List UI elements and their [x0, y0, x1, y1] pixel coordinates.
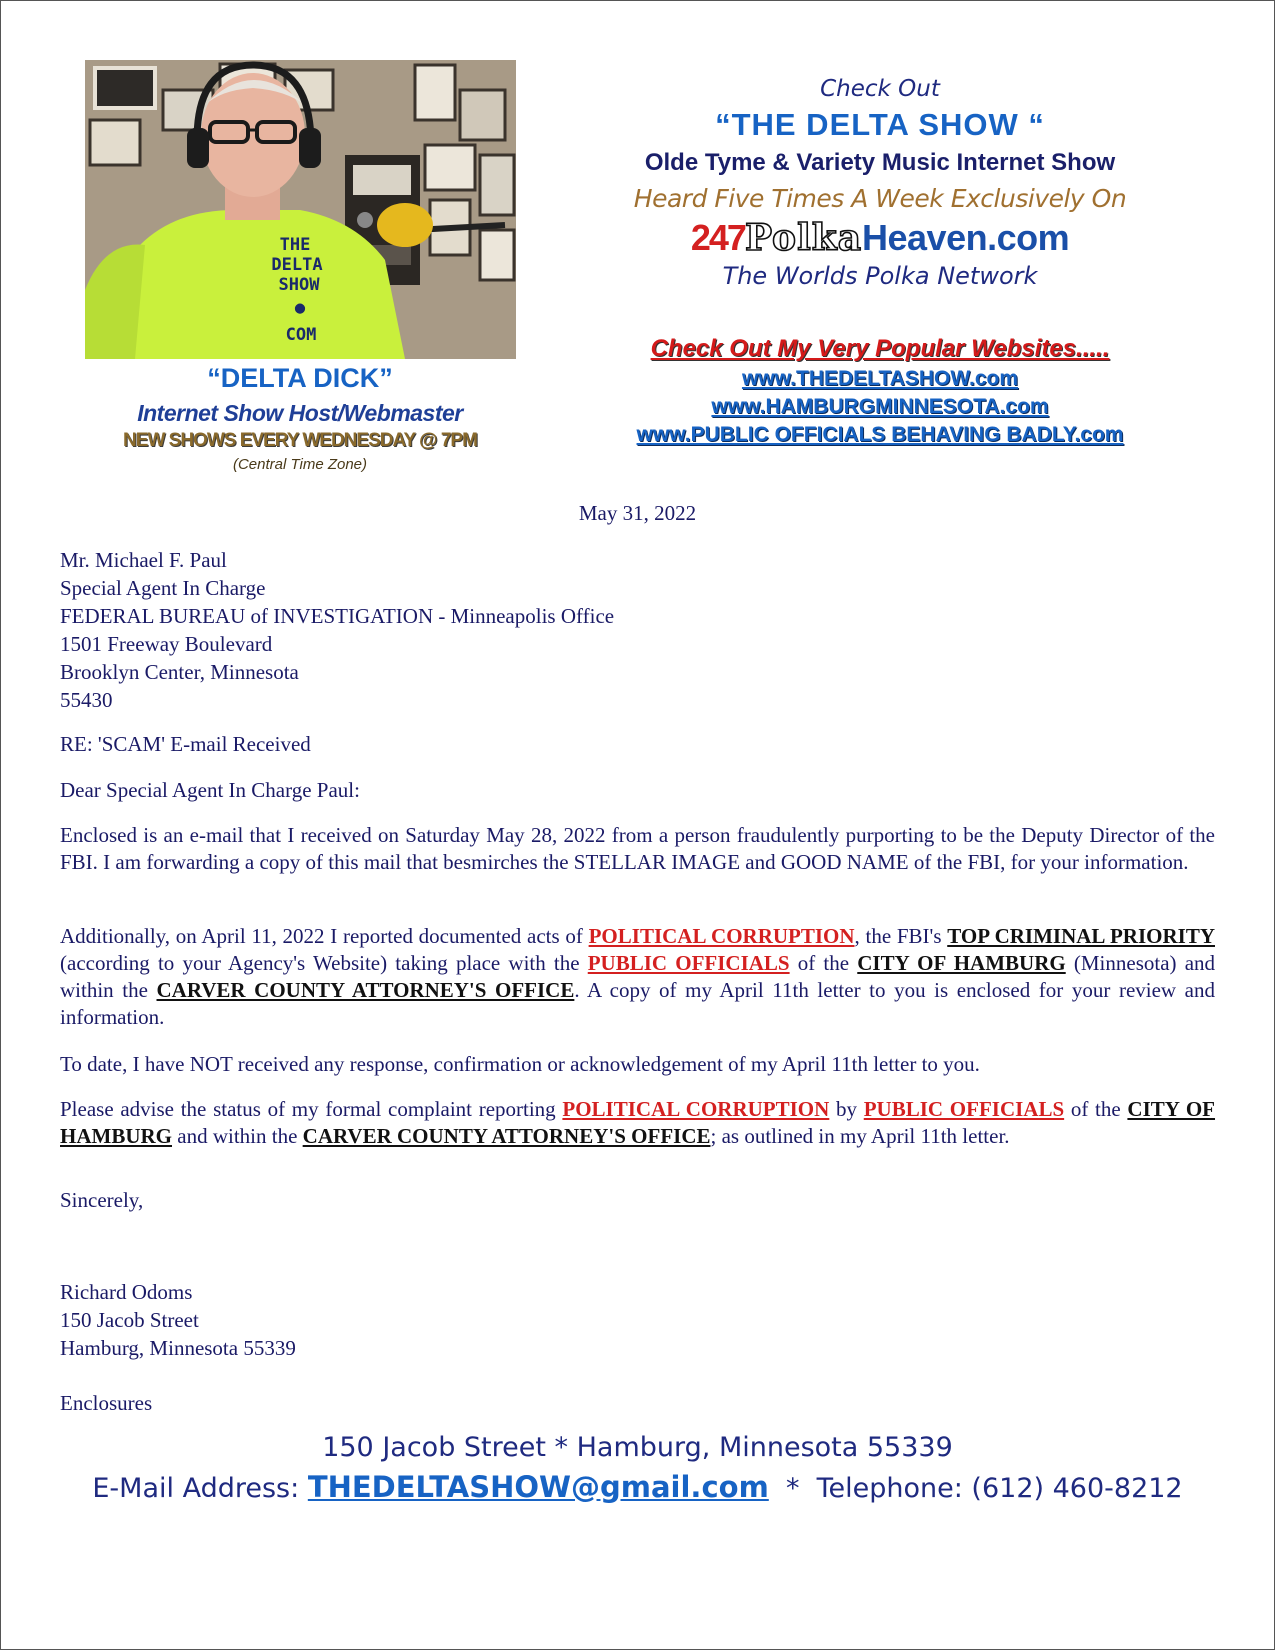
highlight-public-officials: PUBLIC OFFICIALS — [863, 1097, 1065, 1121]
recipient-line: Mr. Michael F. Paul — [60, 548, 227, 572]
p2-text: (according to your Agency's Website) taking place with the — [60, 951, 588, 975]
footer-email-link[interactable]: THEDELTASHOW@gmail.com — [307, 1470, 769, 1504]
footer-phone: * Telephone: (612) 460-8212 — [768, 1473, 1183, 1504]
recipient-line: Special Agent In Charge — [60, 576, 266, 600]
logo-polka: Polka — [744, 217, 863, 259]
check-out-heading: Check Out — [820, 76, 940, 102]
signature-line: 150 Jacob Street — [60, 1308, 199, 1332]
highlight-political-corruption: POLITICAL CORRUPTION — [588, 924, 855, 948]
footer-contact — [0, 1470, 1275, 1504]
network-tagline: The Worlds Polka Network — [722, 262, 1038, 290]
highlight-political-corruption: POLITICAL CORRUPTION — [562, 1097, 830, 1121]
closing: Sincerely, — [60, 1188, 144, 1212]
logo-247: 247 — [690, 217, 745, 258]
website-link-thedeltashow[interactable]: www.THEDELTASHOW.com — [741, 367, 1019, 390]
highlight-city-of-hamburg: CITY OF HAMBURG — [857, 951, 1066, 975]
show-title: “THE DELTA SHOW “ — [715, 107, 1045, 142]
shirt-line-3: SHOW — [278, 275, 320, 295]
show-schedule: NEW SHOWS EVERY WEDNESDAY @ 7PM — [123, 430, 477, 451]
websites-heading: Check Out My Very Popular Websites..... — [650, 335, 1110, 362]
timezone-note: (Central Time Zone) — [232, 456, 368, 473]
p2-text: (Minnesota) and within the — [60, 951, 1216, 1002]
host-photo — [85, 60, 516, 359]
host-role: Internet Show Host/Webmaster — [137, 400, 463, 426]
signature-line: Hamburg, Minnesota 55339 — [60, 1336, 296, 1360]
footer-email-label: E-Mail Address: — [92, 1473, 308, 1504]
p2-text: of the — [789, 951, 858, 975]
p2-text: Additionally, on April 11, 2022 I reported documented acts of — [60, 924, 589, 948]
enclosures-note: Enclosures — [60, 1391, 153, 1415]
website-link-public-officials[interactable]: www.PUBLIC OFFICIALS BEHAVING BADLY.com — [636, 423, 1124, 446]
p2-text: , the FBI's — [854, 924, 948, 948]
show-description: Olde Tyme & Variety Music Internet Show — [644, 149, 1116, 176]
p2-text: . A copy of my April 11th letter to you is enclosed for your review and information. — [60, 978, 1216, 1029]
shirt-line-2: DELTA — [271, 255, 323, 275]
signature-block — [60, 1279, 1215, 1363]
website-link-hamburgminnesota[interactable]: www.HAMBURGMINNESOTA.com — [711, 395, 1049, 418]
paragraph-1: Enclosed is an e-mail that I received on Saturday May 28, 2022 from a person fraudulently purporting to be the Deputy Director of the FBI. I am forwarding a copy of this mail that besmirches the STELLAR IMAGE and GOOD NAME of the FBI, for your information. — [60, 823, 1215, 874]
recipient-line: 1501 Freeway Boulevard — [60, 632, 273, 656]
highlight-carver-county: CARVER COUNTY ATTORNEY'S OFFICE — [302, 1124, 711, 1148]
p4-text: and within the — [172, 1124, 303, 1148]
highlight-carver-county: CARVER COUNTY ATTORNEY'S OFFICE — [156, 978, 575, 1002]
highlight-top-criminal-priority: TOP CRIMINAL PRIORITY — [947, 924, 1215, 948]
signature-line: Richard Odoms — [60, 1280, 193, 1304]
recipient-address — [60, 547, 1215, 715]
salutation: Dear Special Agent In Charge Paul: — [60, 778, 360, 802]
recipient-line: FEDERAL BUREAU of INVESTIGATION - Minneapolis Office — [60, 604, 615, 628]
paragraph-4 — [60, 1096, 1215, 1150]
p4-text: Please advise the status of my formal complaint reporting — [60, 1097, 563, 1121]
re-line: RE: 'SCAM' E-mail Received — [60, 732, 311, 756]
paragraph-2 — [60, 923, 1215, 1031]
recipient-line: Brooklyn Center, Minnesota — [60, 660, 299, 684]
shirt-line-4: ● — [294, 298, 306, 318]
host-name: “DELTA DICK” — [207, 363, 393, 393]
shirt-line-5: COM — [285, 325, 317, 345]
shirt-line-1: THE — [279, 235, 311, 255]
p4-text: ; as outlined in my April 11th letter. — [710, 1124, 1010, 1148]
p4-text: by — [829, 1097, 864, 1121]
polka-heaven-logo — [575, 216, 1185, 264]
logo-heaven: Heaven.com — [862, 217, 1070, 258]
letter-date: May 31, 2022 — [578, 501, 697, 525]
footer-address: 150 Jacob Street * Hamburg, Minnesota 55339 — [322, 1432, 953, 1463]
highlight-city-of-hamburg: CITY OF HAMBURG — [60, 1097, 1216, 1148]
p4-text: of the — [1064, 1097, 1128, 1121]
highlight-public-officials: PUBLIC OFFICIALS — [587, 951, 790, 975]
heard-on-text: Heard Five Times A Week Exclusively On — [633, 184, 1127, 213]
paragraph-3: To date, I have NOT received any response, confirmation or acknowledgement of my April 11th letter to you. — [60, 1052, 980, 1076]
recipient-line: 55430 — [60, 688, 113, 712]
